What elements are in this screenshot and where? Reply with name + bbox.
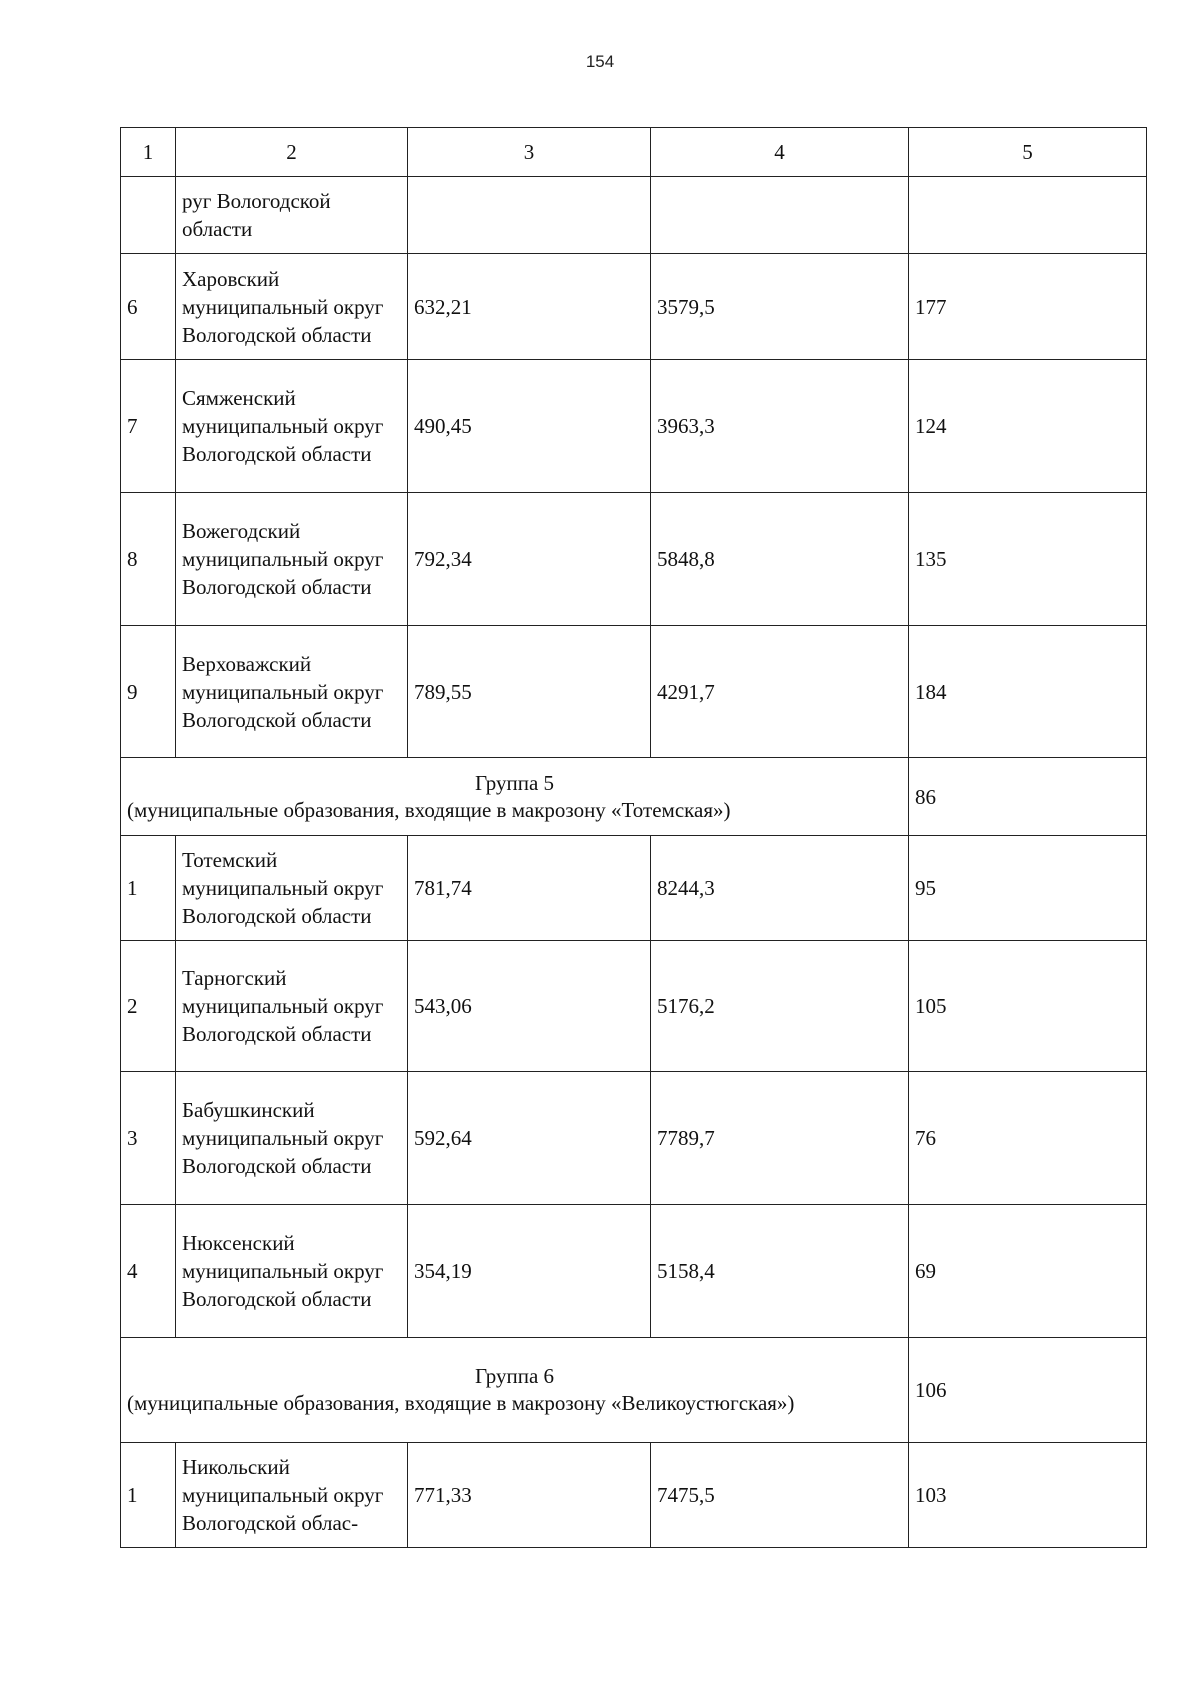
value-col5 [909,177,1147,254]
value-col3: 490,45 [408,360,651,493]
table-row [121,1205,1147,1338]
group-header-row [121,758,1147,836]
value-col3: 632,21 [408,254,651,360]
municipality-name: Сямженский муниципальный округ Вологодской области [176,360,408,493]
municipality-name: Верховажский муниципальный округ Вологодской области [176,626,408,758]
value-col5: 105 [909,941,1147,1072]
group-subtitle: (муниципальные образования, входящие в макрозону «Великоустюгская») [127,1391,795,1415]
value-col4: 8244,3 [651,836,909,941]
row-number: 9 [121,626,176,758]
table-row [121,360,1147,493]
page-number: 154 [585,52,615,71]
municipality-name: Нюксенский муниципальный округ Вологодской области [176,1205,408,1338]
group-value: 106 [909,1338,1147,1443]
group-subtitle: (муниципальные образования, входящие в макрозону «Тотемская») [127,797,731,822]
value-col4: 7789,7 [651,1072,909,1205]
column-header: 4 [651,128,909,177]
value-col4: 5158,4 [651,1205,909,1338]
value-col4: 7475,5 [651,1443,909,1548]
municipality-name: руг Вологодской области [176,177,408,254]
value-col5: 135 [909,493,1147,626]
column-header: 2 [176,128,408,177]
group-header-row [121,1338,1147,1443]
row-number: 8 [121,493,176,626]
value-col3: 543,06 [408,941,651,1072]
row-number: 2 [121,941,176,1072]
value-col5: 103 [909,1443,1147,1548]
table-row [121,177,1147,254]
value-col3: 354,19 [408,1205,651,1338]
group-title: Группа 6 [474,1364,555,1388]
table-row [121,836,1147,941]
value-col5: 124 [909,360,1147,493]
column-header: 1 [121,128,176,177]
table-header-row [121,128,1147,177]
column-header: 5 [909,128,1147,177]
value-col5: 95 [909,836,1147,941]
municipality-name: Тотемский муниципальный округ Вологодской области [176,836,408,941]
row-number: 4 [121,1205,176,1338]
value-col4: 4291,7 [651,626,909,758]
municipality-name: Бабушкинский муниципальный округ Вологодской области [176,1072,408,1205]
row-number: 3 [121,1072,176,1205]
table-row [121,626,1147,758]
value-col3 [408,177,651,254]
value-col5: 76 [909,1072,1147,1205]
row-number: 6 [121,254,176,360]
group-title-cell [121,758,909,836]
row-number [121,177,176,254]
value-col5: 177 [909,254,1147,360]
value-col4: 3963,3 [651,360,909,493]
value-col3: 771,33 [408,1443,651,1548]
value-col5: 69 [909,1205,1147,1338]
value-col3: 781,74 [408,836,651,941]
value-col4: 5848,8 [651,493,909,626]
table-row [121,493,1147,626]
value-col5: 184 [909,626,1147,758]
column-header: 3 [408,128,651,177]
value-col3: 592,64 [408,1072,651,1205]
table-row [121,254,1147,360]
municipality-name: Тарногский муниципальный округ Вологодской области [176,941,408,1072]
value-col4: 5176,2 [651,941,909,1072]
row-number: 7 [121,360,176,493]
table-row [121,1443,1147,1548]
table-row [121,1072,1147,1205]
row-number: 1 [121,836,176,941]
table-row [121,941,1147,1072]
municipality-name: Никольский муниципальный округ Вологодской облас- [176,1443,408,1548]
group-title-cell [121,1338,909,1443]
value-col4: 3579,5 [651,254,909,360]
municipality-name: Харовский муниципальный округ Вологодской области [176,254,408,360]
group-value: 86 [909,758,1147,836]
value-col3: 792,34 [408,493,651,626]
municipality-name: Вожегодский муниципальный округ Вологодской области [176,493,408,626]
value-col3: 789,55 [408,626,651,758]
data-table [120,127,1147,1548]
value-col4 [651,177,909,254]
group-title: Группа 5 [474,770,555,795]
row-number: 1 [121,1443,176,1548]
